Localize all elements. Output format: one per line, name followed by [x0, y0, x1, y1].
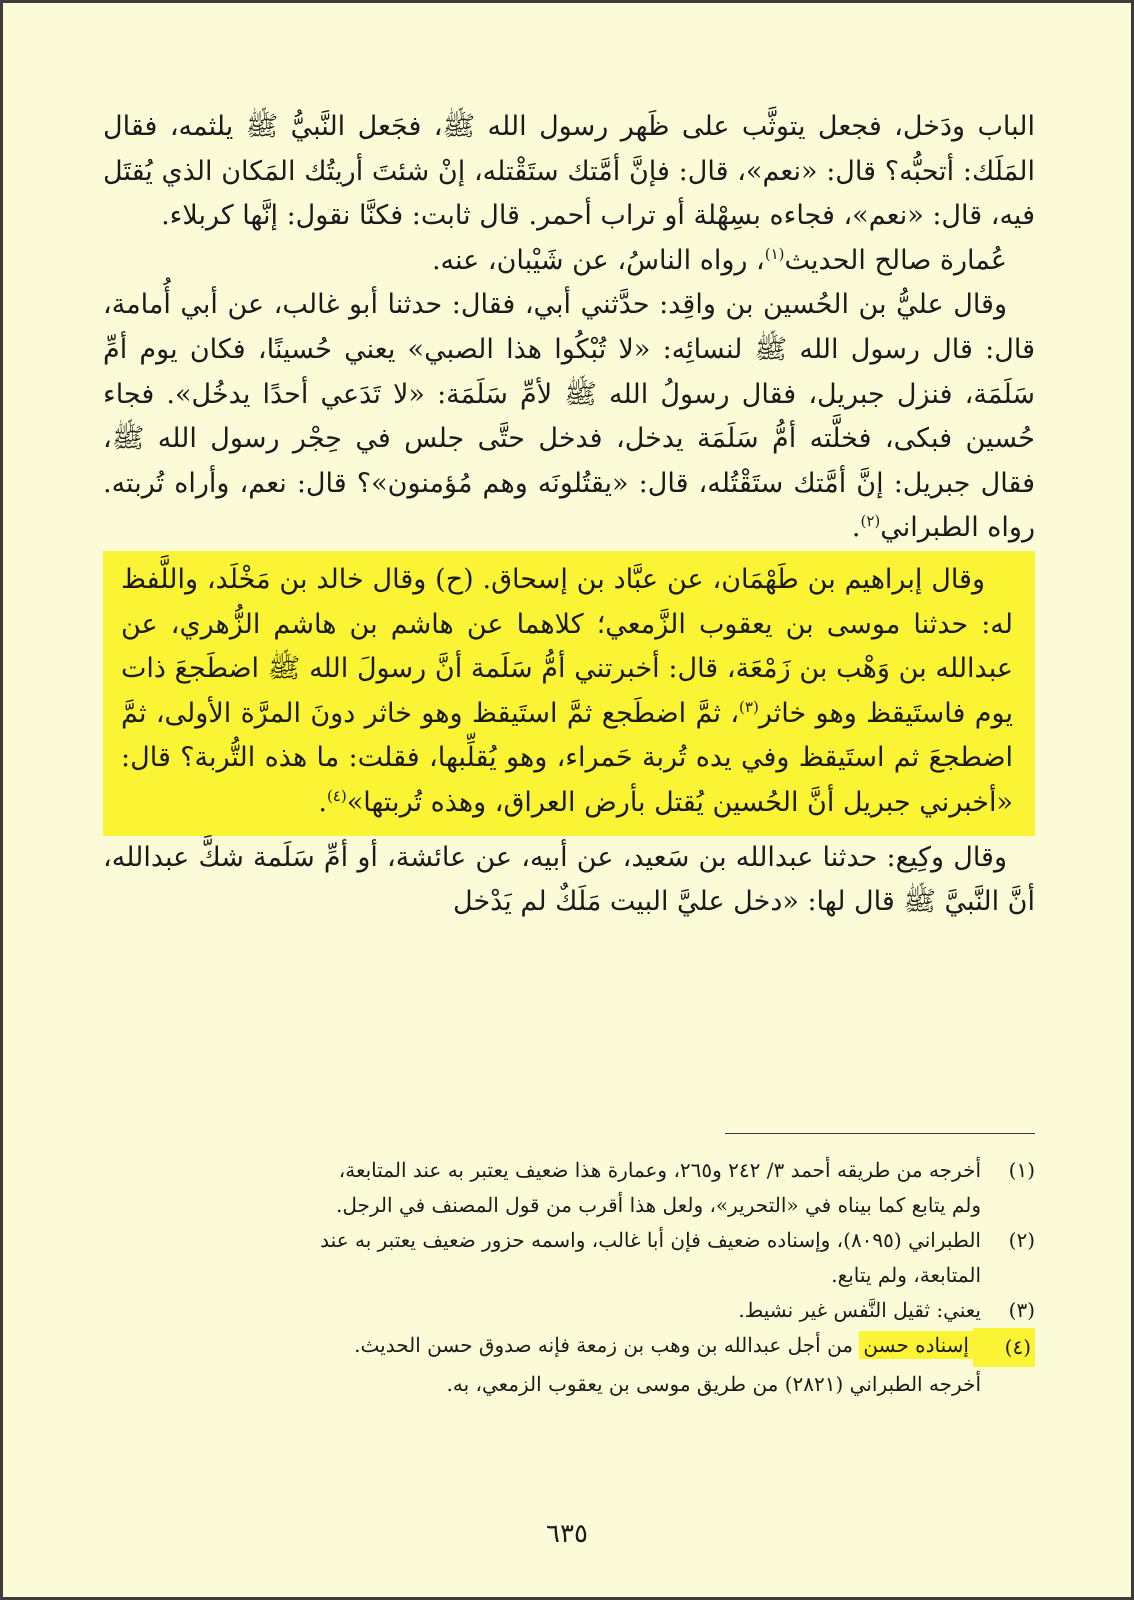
footnote-number: (٢): [1008, 1228, 1035, 1252]
footnote-text: [103, 1328, 973, 1367]
paragraph-5: وقال وكِيع: حدثنا عبدالله بن سَعيد، عن أبيه، عن عائشة، أو أمِّ سَلَمة شكَّ عبدالله، أنَّ النَّبيَّ ﷺ قال لها: «دخل عليَّ البيت مَلَكٌ لم يَدْخل: [103, 841, 1035, 918]
footnote-ref-1[interactable]: (١): [764, 244, 785, 263]
paragraph-1: الباب ودَخل، فجعل يتوثَّب على ظَهر رسول الله ﷺ، فجَعل النَّبيُّ ﷺ يلثمه، فقال المَلَك: أتحبُّه؟ قال: «نعم»، قال: فإنَّ أمَّتك ستَقْتله، إنْ شئتَ أريتُك المَكان الذي يُقتَل فيه، قال: «نعم»، فجاءه بسِهْلة أو تراب أحمر. قال ثابت: فكنَّا نقول: إنَّها كربلاء.: [103, 111, 1035, 232]
footnotes: [103, 1153, 1035, 1402]
footnote-number: (٣): [1008, 1298, 1035, 1322]
footnote-text-rest: من أجل عبدالله بن وهب بن زمعة فإنه صدوق حسن الحديث.: [354, 1333, 860, 1357]
footnote-text: أخرجه من طريقه أحمد ٣/ ٢٤٢ و٢٦٥، وعمارة هذا ضعيف يعتبر به عند المتابعة،: [338, 1158, 981, 1182]
footnote-text: الطبراني (٨٠٩٥)، وإسناده ضعيف فإن أبا غالب، واسمه حزور ضعيف يعتبر به عند: [320, 1228, 981, 1252]
footnote-text: المتابعة، ولم يتابع.: [831, 1263, 981, 1287]
footnote-4: [103, 1328, 1035, 1367]
page-number: ٦٣٥: [546, 1519, 588, 1549]
paragraph-4-text: وقال إبراهيم بن طَهْمَان، عن عبَّاد بن إسحاق. (ح) وقال خالد بن مَخْلَد، واللَّفظ له: حدثنا موسى بن يعقوب الزَّمعي؛ كلاهما عن هاشم بن هاشم الزُّهري، عن عبدالله بن وَهْب بن زَمْعَة، قال: أخبرتني أمُّ سَلَمة أنَّ رسولَ الله ﷺ اضطَجعَ ذات يوم فاستَيقظ وهو خاثر: [121, 563, 1013, 729]
footnote-text: يعني: ثقيل النَّفس غير نشيط.: [738, 1298, 981, 1322]
footnote-ref-2[interactable]: (٢): [860, 512, 881, 531]
footnote-3: [103, 1293, 1035, 1328]
paragraph-2-text: عُمارة صالح الحديث: [784, 244, 1007, 276]
footnote-divider: [725, 1133, 1035, 1134]
footnote-ref-3[interactable]: (٣): [739, 697, 759, 716]
footnote-number-highlighted: (٤): [973, 1328, 1035, 1367]
footnote-1: [103, 1153, 1035, 1188]
footnote-4-continued: [103, 1367, 1035, 1402]
paragraph-3-text-end: .: [851, 512, 861, 544]
footnote-number: (١): [1008, 1158, 1035, 1182]
main-text: [103, 105, 1035, 925]
paragraph-4-text-mid: ، ثمَّ اضطَجع ثمَّ استَيقظ وهو خاثر دونَ المرَّة الأولى، ثمَّ اضطجعَ ثم استَيقظ وفي يده تُربة حَمراء، وهو يُقلِّبها، فقلت: ما هذه التُّربة؟ قال: «أخبرني جبريل أنَّ الحُسين يُقتل بأرض العراق، وهذه تُربتها»: [121, 697, 1013, 818]
paragraph-4-text-end: .: [318, 786, 327, 818]
footnote-2-continued: [103, 1258, 1035, 1293]
highlighted-paragraph: [103, 551, 1035, 836]
paragraph-3: [103, 283, 1035, 551]
footnote-text: ولم يتابع كما بيناه في «التحرير»، ولعل هذا أقرب من قول المصنف في الرجل.: [336, 1193, 981, 1217]
paragraph-2: [103, 239, 1035, 284]
footnote-1-continued: [103, 1188, 1035, 1223]
footnote-text: أخرجه الطبراني (٢٨٢١) من طريق موسى بن يعقوب الزمعي، به.: [446, 1372, 981, 1396]
paragraph-2-text-end: ، رواه الناسُ، عن شَيْبان، عنه.: [431, 244, 765, 276]
footnote-2: [103, 1223, 1035, 1258]
paragraph-3-text: وقال عليُّ بن الحُسين بن واقِد: حدَّثني أبي، فقال: حدثنا أبو غالب، عن أبي أُمامة، قال: قال رسول الله ﷺ لنسائِه: «لا تُبْكُوا هذا الصبي» يعني حُسينًا، فكان يوم أمِّ سَلَمَة، فنزل جبريل، فقال رسولُ الله ﷺ لأمِّ سَلَمَة: «لا تَدَعي أحدًا يدخُل». فجاء حُسين فبكى، فخلَّته أمُّ سَلَمَة يدخل، فدخل حتَّى جلس في حِجْر رسول الله ﷺ، فقال جبريل: إنَّ أمَّتك ستَقْتُله، قال: «يقتُلونَه وهم مُؤمنون»؟ قال: نعم، وأراه تُربته. رواه الطبراني: [103, 289, 1035, 544]
footnote-ref-4[interactable]: (٤): [326, 786, 347, 805]
highlighted-grading: إسناده حسن: [859, 1331, 973, 1359]
